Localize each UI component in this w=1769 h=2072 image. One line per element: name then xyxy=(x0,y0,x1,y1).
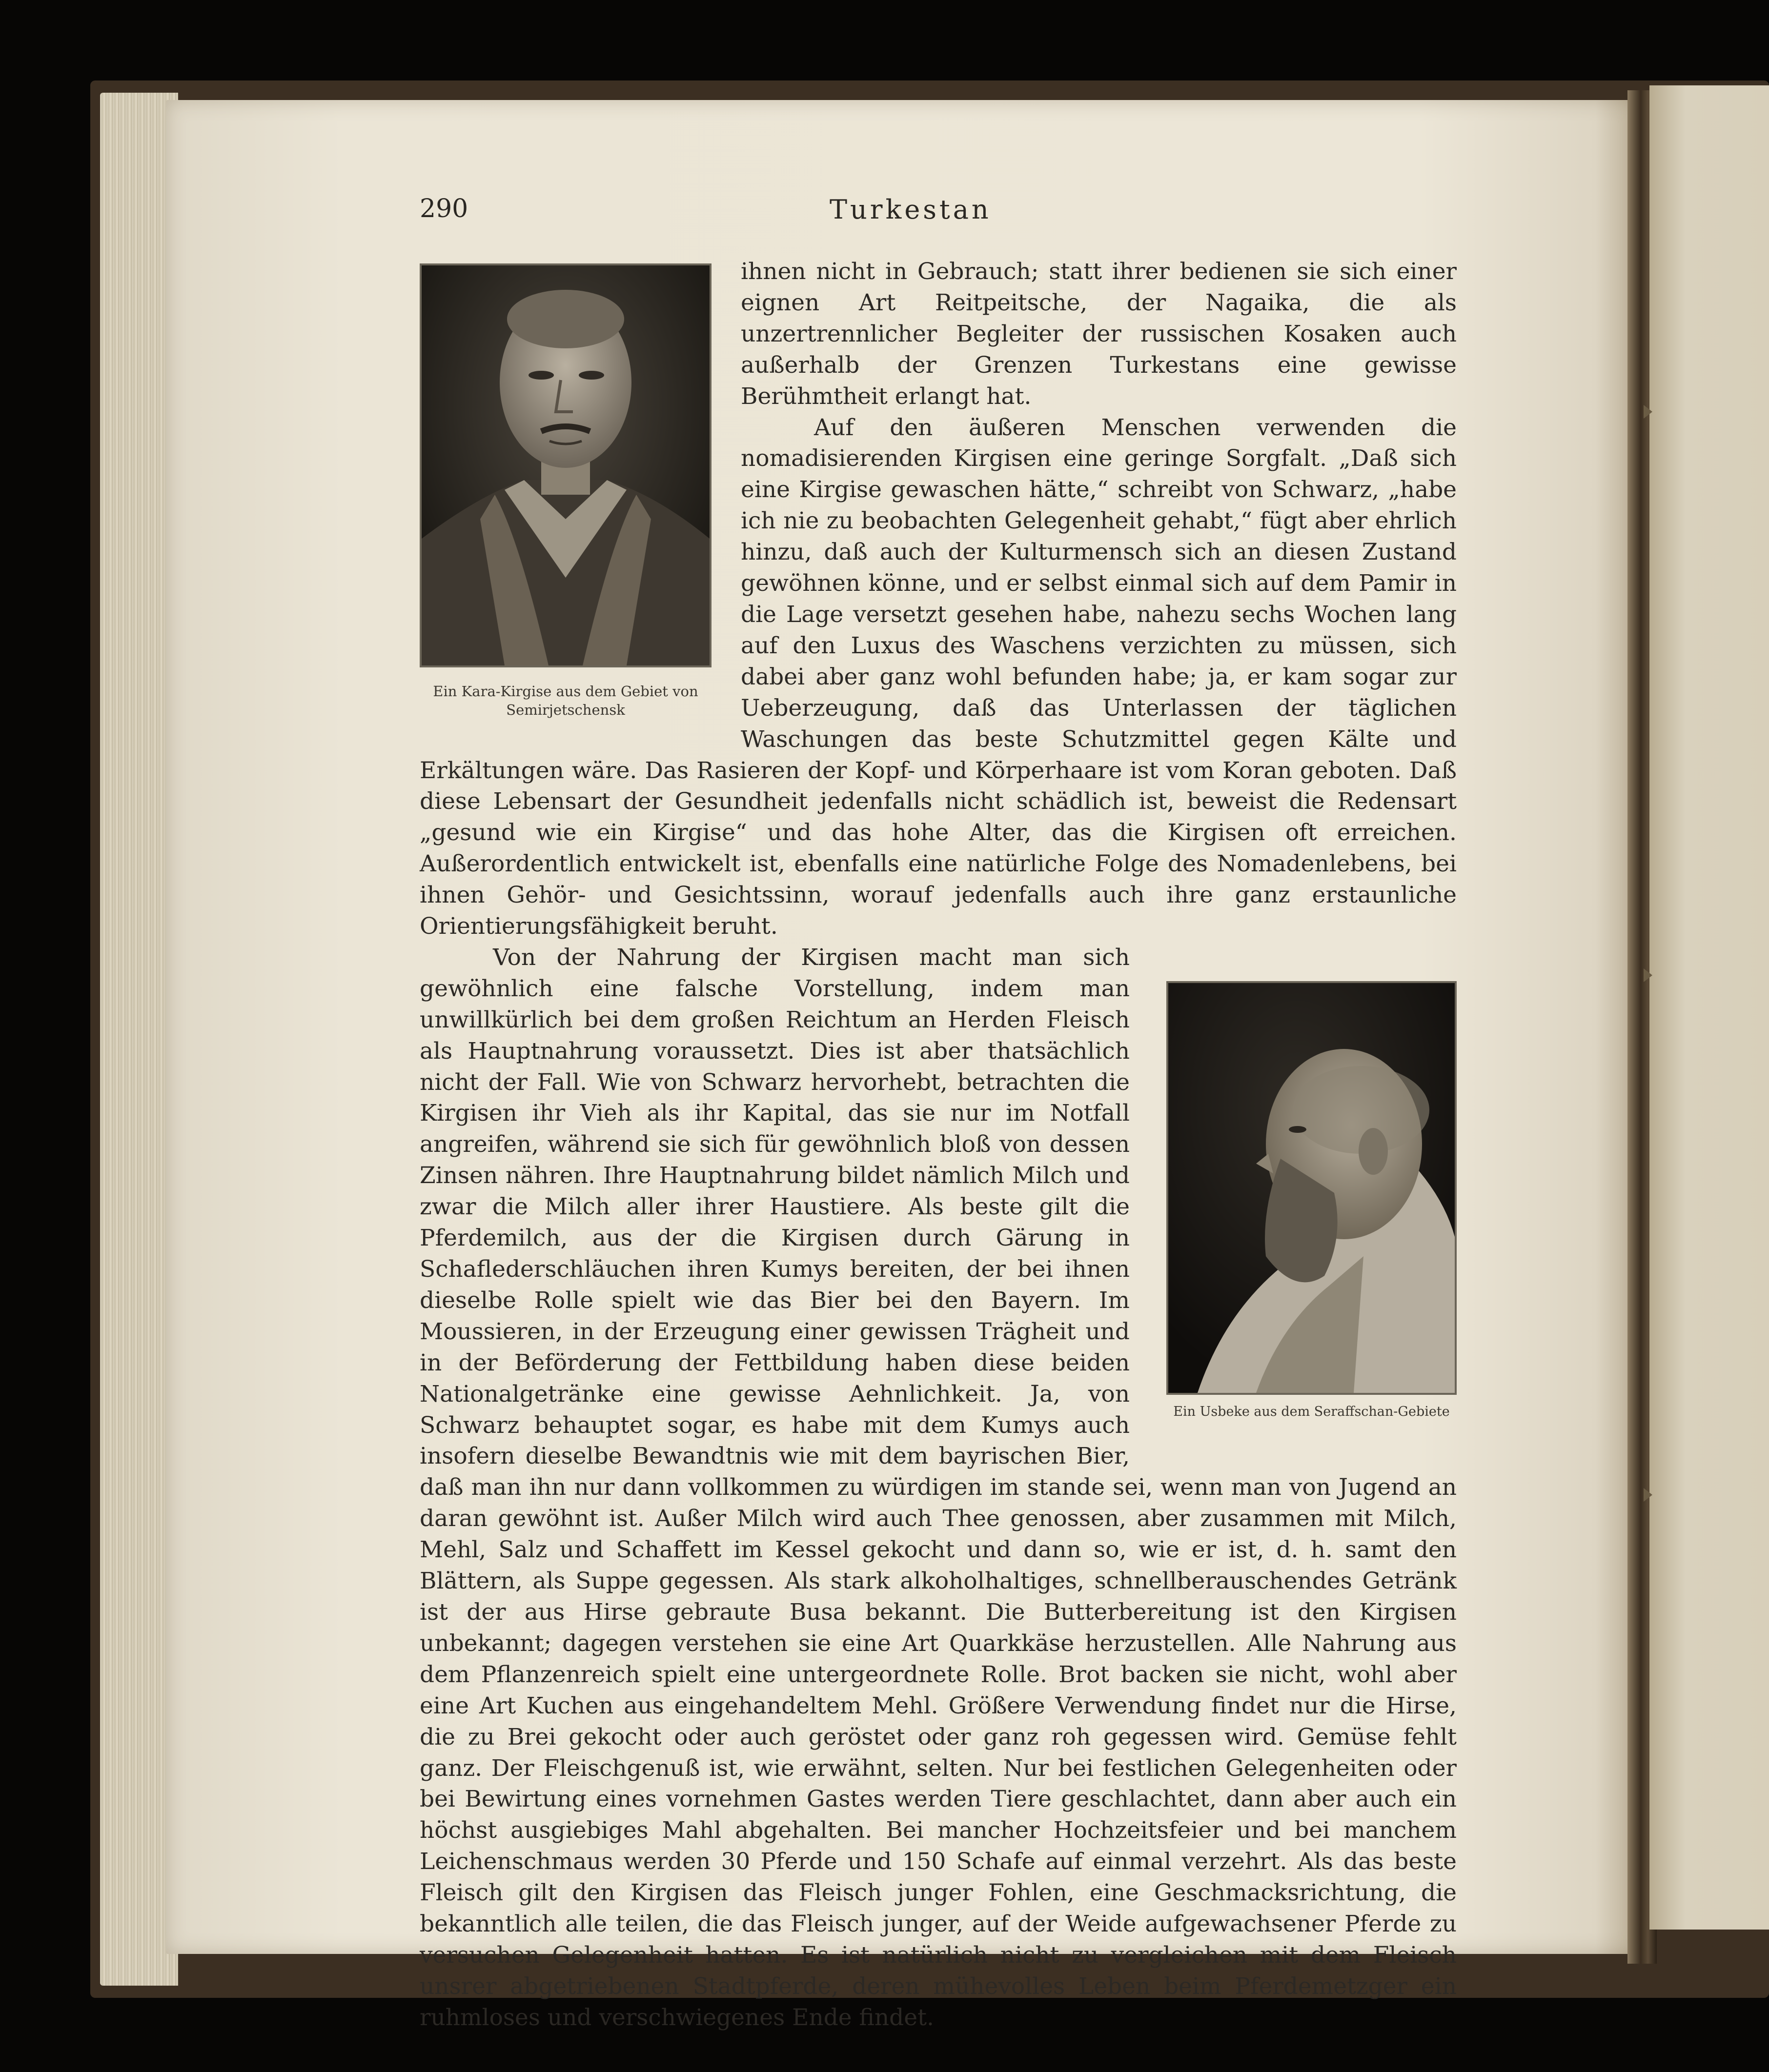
facing-page-marker xyxy=(1644,1488,1652,1502)
running-title: Turkestan xyxy=(830,194,992,225)
facing-page xyxy=(1649,85,1769,1930)
facing-page-marker xyxy=(1644,405,1652,419)
portrait-illustration xyxy=(422,265,710,665)
facing-page-marker xyxy=(1644,968,1652,982)
figure-usbeke xyxy=(1166,981,1457,1459)
paragraph: Von der Nahrung der Kirgisen macht man sich gewöhnlich eine falsche Vorstellung, indem man unwillkürlich bei dem großen Reichtum an Herden Fleisch als Hauptnahrung voraussetzt. Dies ist aber thatsächlich nicht der Fall. Wie von Schwarz hervorhebt, betrachten die Kirgisen ihr Vieh als ihr Kapital, das sie nur im Notfall angreifen, während sie sich für gewöhnlich bloß von dessen Zinsen nähren. Ihre Hauptnahrung bildet nämlich Milch und zwar die Milch aller ihrer Haustiere. Als beste gilt die Pferdemilch, aus der die Kirgisen durch Gärung in Schaflederschläuchen ihren Kumys bereiten, der bei ihnen dieselbe Rolle spielt wie das Bier bei den Bayern. Im Moussieren, in der Erzeugung einer gewissen Trägheit und in der Beförderung der Fettbildung haben diese beiden Nationalgetränke eine gewisse Aehnlichkeit. Ja, von Schwarz behauptet sogar, es habe mit dem Kumys auch insofern dieselbe Bewandtnis wie mit dem bayrischen Bier, daß man ihn nur dann vollkommen zu würdigen im stande sei, wenn man von Jugend an daran gewöhnt ist. Außer Milch wird auch Thee genossen, aber zusammen mit Milch, Mehl, Salz und Schaffett im Kessel gekocht und dann so, wie er ist, d. h. samt den Blättern, als Suppe gegessen. Als stark alkoholhaltiges, schnellberauschendes Getränk ist der aus Hirse gebraute Busa bekannt. Die Butterbereitung ist den Kirgisen unbekannt; dagegen verstehen sie eine Art Quarkkäse herzustellen. Alle Nahrung aus dem Pflanzenreich spielt eine untergeordnete Rolle. Brot backen sie nicht, wohl aber eine Art Kuchen aus eingehandeltem Mehl. Größere Verwendung findet nur die Hirse, die zu Brei gekocht oder auch geröstet oder ganz roh gegessen wird. Gemüse fehlt ganz. Der Fleischgenuß ist, wie erwähnt, selten. Nur bei festlichen Gelegenheiten oder bei Bewirtung eines vornehmen Gastes werden Tiere geschlachtet, dann aber auch ein höchst ausgiebiges Mahl abgehalten. Bei mancher Hochzeitsfeier und bei manchem Leichenschmaus werden 30 Pferde und 150 Schafe auf einmal verzehrt. Als das beste Fleisch gilt den Kirgisen das Fleisch junger Fohlen, eine Geschmacksrichtung, die bekanntlich alle teilen, die das Fleisch junger, auf der Weide aufgewachsener Pferde zu versuchen Gelegenheit hatten. Es ist natürlich nicht zu vergleichen mit dem Fleisch unsrer abgetriebenen Stadtpferde, deren mühevolles Leben beim Pferdemetzger ein ruhmloses und verschwiegenes Ende findet. xyxy=(420,944,1457,2031)
portrait-illustration xyxy=(1168,983,1455,1393)
paragraph: ihnen nicht in Gebrauch; statt ihrer bedienen sie sich einer eignen Art Reitpeitsche, der Nagaika, die als unzertrennlicher Begleiter der russischen Kosaken auch außerhalb der Grenzen Turkestans eine gewisse Berühmtheit erlangt hat. xyxy=(741,258,1457,410)
portrait-photo xyxy=(1166,981,1457,1395)
body-text xyxy=(420,256,1457,2031)
running-head xyxy=(0,194,1769,233)
figure-caption: Ein Kara-Kirgise aus dem Gebiet von Semirjetschensk xyxy=(433,683,698,718)
paragraph: Auf den äußeren Menschen verwenden die nomadisierenden Kirgisen eine geringe Sorgfalt. „Daß sich eine Kirgise gewaschen hätte,“ schreibt von Schwarz, „habe ich nie zu beobachten Gelegenheit gehabt,“ fügt aber ehrlich hinzu, daß auch der Kulturmensch sich an diesen Zustand gewöhnen könne, und er selbst einmal sich auf dem Pamir in die Lage versetzt gesehen habe, nahezu sechs Wochen lang auf den Luxus des Waschens verzichten zu müssen, sich dabei aber ganz wohl befunden habe; ja, er kam sogar zur Ueberzeugung, daß das Unterlassen der täglichen Waschungen das beste Schutzmittel gegen Kälte und Erkältungen wäre. Das Rasieren der Kopf- und Körperhaare ist vom Koran geboten. Daß diese Lebensart der Gesundheit jedenfalls nicht schädlich ist, beweist die Redensart „gesund wie ein Kirgise“ und das hohe Alter, das die Kirgisen oft erreichen. Außerordentlich entwickelt ist, ebenfalls eine natürliche Folge des Nomadenlebens, bei ihnen Gehör- und Gesichtssinn, worauf jedenfalls auch ihre ganz erstaunliche Orientierungsfähigkeit beruht. xyxy=(420,414,1457,940)
figure-kara-kirgise xyxy=(420,263,712,751)
page-number: 290 xyxy=(420,194,468,223)
portrait-photo xyxy=(420,263,712,667)
figure-caption: Ein Usbeke aus dem Seraffschan-Gebiete xyxy=(1173,1404,1450,1419)
